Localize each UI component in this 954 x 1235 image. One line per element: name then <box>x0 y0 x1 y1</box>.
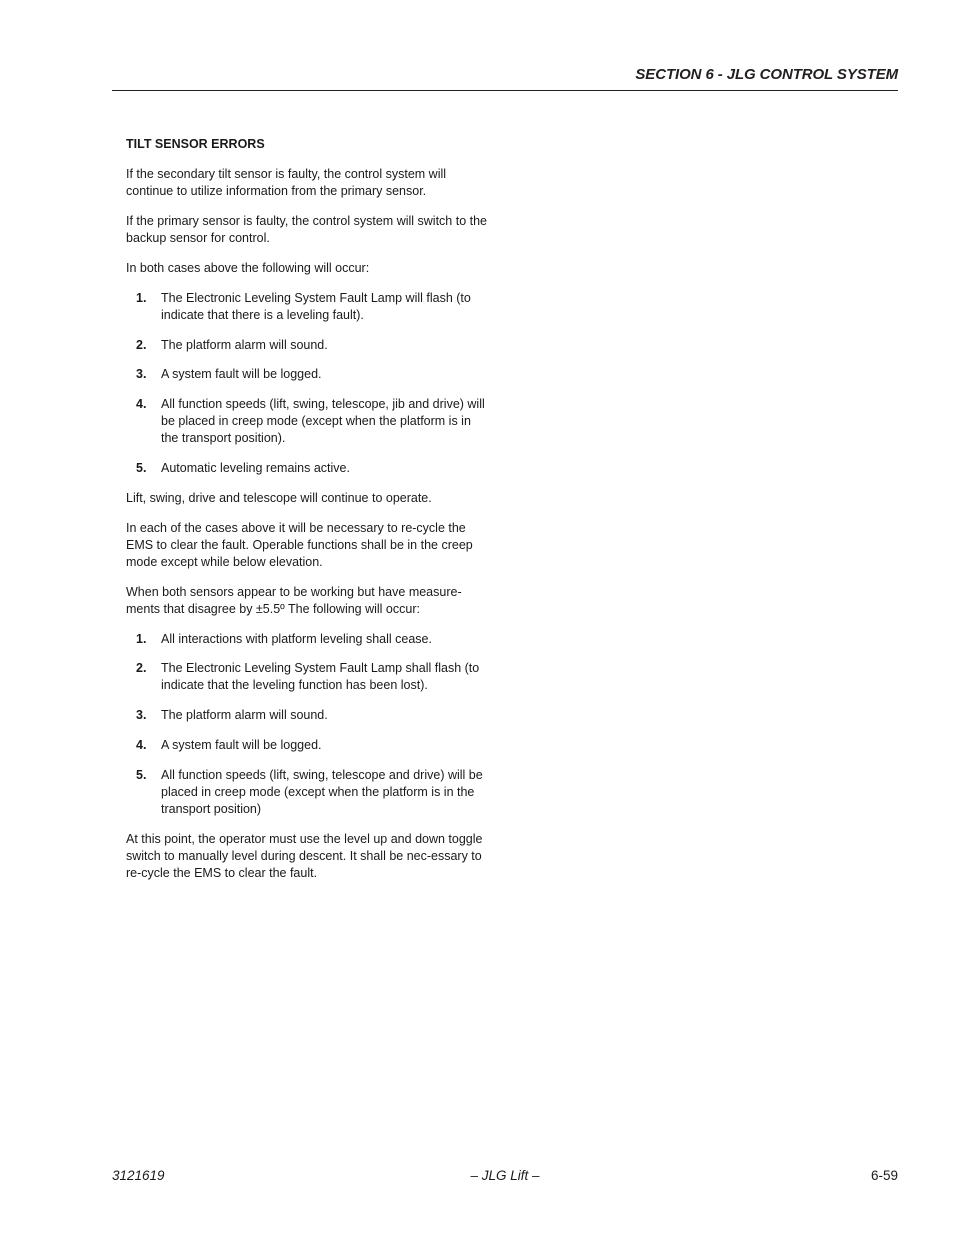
paragraph-manual-level: At this point, the operator must use the level up and down toggle switch to manually level during descent. It shall be nec-essary to re-cycle the EMS to clear the fault. <box>126 831 483 881</box>
list-number: 1. <box>136 290 147 305</box>
section-heading: TILT SENSOR ERRORS <box>126 137 265 151</box>
list-item <box>126 290 490 324</box>
list-text: Automatic leveling remains active. <box>161 461 350 476</box>
paragraph-primary-sensor: If the primary sensor is faulty, the control system will switch to the backup sensor for control. <box>126 214 488 246</box>
list-item <box>126 460 490 477</box>
footer-brand: – JLG Lift – <box>470 1168 540 1183</box>
list-number: 3. <box>136 367 147 382</box>
list-text: All interactions with platform leveling shall cease. <box>161 631 432 646</box>
main-content <box>126 136 490 895</box>
list-number: 4. <box>136 397 147 412</box>
list-number: 3. <box>136 708 147 723</box>
list-text: All function speeds (lift, swing, telescope and drive) will be placed in creep mode (except when the platform is in the transport position) <box>161 767 483 816</box>
list-number: 5. <box>136 767 147 782</box>
list-number: 2. <box>136 337 147 352</box>
list-text: A system fault will be logged. <box>161 367 322 382</box>
paragraph-both-cases: In both cases above the following will occur: <box>126 261 370 276</box>
list-text: A system fault will be logged. <box>161 737 322 752</box>
list-item <box>126 660 490 694</box>
paragraph-sensors-disagree: When both sensors appear to be working but have measure-ments that disagree by ±5.5º The following will occur: <box>126 584 462 616</box>
list-item <box>126 631 490 648</box>
page-footer <box>112 1168 898 1188</box>
section-title: SECTION 6 - JLG CONTROL SYSTEM <box>635 66 898 83</box>
list-number: 5. <box>136 461 147 476</box>
list-text: The Electronic Leveling System Fault Lamp will flash (to indicate that there is a leveling fault). <box>161 290 471 322</box>
paragraph-secondary-sensor: If the secondary tilt sensor is faulty, the control system will continue to utilize information from the primary sensor. <box>126 167 447 199</box>
page-header <box>112 64 898 91</box>
list-item <box>126 767 490 819</box>
paragraph-recycle-ems: In each of the cases above it will be necessary to re-cycle the EMS to clear the fault. Operable functions shall be in the creep mode except while below elevation. <box>126 520 473 569</box>
list-item <box>126 337 490 354</box>
list-item <box>126 366 490 383</box>
list-text: The platform alarm will sound. <box>161 708 328 723</box>
fault-consequences-list <box>126 290 490 478</box>
list-number: 2. <box>136 661 147 676</box>
list-text: All function speeds (lift, swing, telescope, jib and drive) will be placed in creep mode (except when the platform is in the transport position). <box>161 397 485 446</box>
list-item <box>126 707 490 724</box>
list-text: The Electronic Leveling System Fault Lamp shall flash (to indicate that the leveling function has been lost). <box>161 661 480 693</box>
paragraph-continue-operate: Lift, swing, drive and telescope will continue to operate. <box>126 490 432 505</box>
list-item <box>126 737 490 754</box>
page-number: 6-59 <box>870 1168 898 1183</box>
disagreement-consequences-list <box>126 631 490 819</box>
document-number: 3121619 <box>112 1168 165 1183</box>
list-item <box>126 396 490 448</box>
list-number: 4. <box>136 737 147 752</box>
list-text: The platform alarm will sound. <box>161 337 328 352</box>
list-number: 1. <box>136 631 147 646</box>
